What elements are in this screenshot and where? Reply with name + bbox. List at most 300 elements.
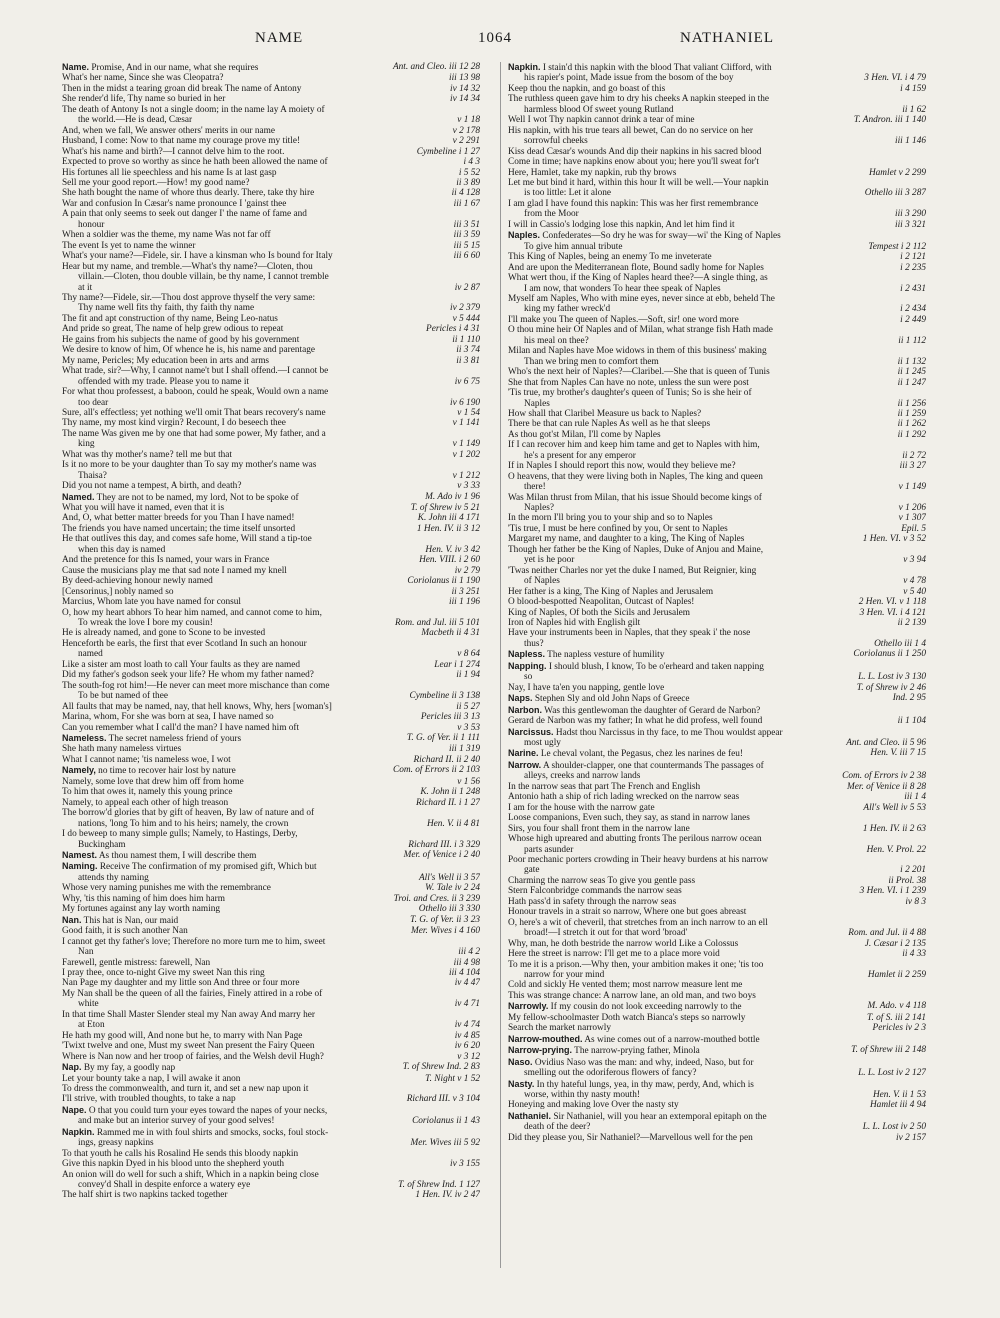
entry-line — [62, 230, 480, 240]
entry-line — [62, 366, 480, 376]
quotation-text: too dear — [78, 397, 109, 408]
quotation-text: Kiss dead Cæsar's wounds And dip their napkins in his sacred blood — [508, 146, 762, 157]
entry-line — [62, 587, 480, 597]
play-reference: v 3 12 — [457, 1051, 480, 1062]
entry-line — [508, 199, 926, 209]
play-reference: L. L. Lost iv 2 50 — [862, 1122, 926, 1133]
quotation-text: O, how my heart abhors To hear him named, and cannot come to him, — [62, 607, 322, 618]
quotation-text: Charming the narrow seas To give you gentle pass — [508, 875, 696, 886]
quotation-text: Who's the next heir of Naples?—Claribel.—She that is queen of Tunis — [508, 367, 770, 378]
quotation-text: Have your instruments been in Naples, that they speak i' the nose — [508, 628, 751, 639]
entry-line — [62, 618, 480, 628]
entry-line — [62, 1010, 480, 1020]
quotation-text: O, here's a wit of cheveril, that stretches from an inch narrow to an ell — [508, 917, 768, 928]
headword: Napping. — [508, 660, 547, 671]
play-reference: K. John iii 4 171 — [417, 513, 480, 524]
entry-line — [62, 503, 480, 513]
play-reference: v 5 444 — [452, 313, 480, 324]
entry-line — [508, 897, 926, 907]
quotation-text: Farewell, gentle mistress: farewell, Nan — [62, 957, 211, 968]
entry-line — [62, 303, 480, 313]
quotation-text: Buckingham — [78, 839, 126, 850]
quotation-text: Was Milan thrust from Milan, that his issue Should become kings of — [508, 492, 762, 503]
entry-line — [508, 115, 926, 125]
quotation-text: To him that owes it, namely this young prince — [62, 787, 233, 798]
entry-headword-line — [508, 1079, 926, 1090]
entry-line — [508, 1100, 926, 1110]
quotation-text: Where is Nan now and her troop of fairies, and the Welsh devil Hugh? — [62, 1051, 324, 1062]
quotation-text: He hath my good will, And none but he, to marry with Nan Page — [62, 1030, 303, 1041]
play-reference: Richard II. i 1 27 — [416, 797, 480, 808]
quotation-text: As thou namest them, I will describe them — [97, 850, 257, 861]
quotation-text: 'Twixt twelve and one, Must my sweet Nan present the Fairy Queen — [62, 1041, 315, 1052]
play-reference: iv 6 75 — [454, 376, 480, 387]
quotation-text: O heavens, that they were living both in Naples, The king and queen — [508, 471, 763, 482]
play-reference: i 4 159 — [900, 83, 926, 94]
quotation-text: As wine comes out of a narrow-mouthed bottle — [582, 1034, 760, 1045]
entry-line — [508, 824, 926, 834]
entry-line — [62, 429, 480, 439]
entry-line — [62, 873, 480, 883]
play-reference: iv 14 34 — [450, 94, 480, 105]
entry-line — [62, 471, 480, 481]
quotation-text: king my father wreck'd — [524, 304, 611, 315]
quotation-text: They are not to be named, my lord, Not to be spoke of — [94, 492, 299, 503]
entry-line — [508, 991, 926, 1001]
headword: Narcissus. — [508, 726, 554, 737]
quotation-text: A shoulder-clapper, one that countermands The passages of — [541, 760, 764, 771]
entry-line — [508, 84, 926, 94]
quotation-text: nations, 'long To him and to his heirs; namely, the crown — [78, 818, 289, 829]
entry-line — [62, 840, 480, 850]
entry-line — [62, 1138, 480, 1148]
entry-line — [62, 481, 480, 491]
quotation-text: O thou mine heir Of Naples and of Milan, what strange fish Hath made — [508, 325, 773, 336]
quotation-text: Here, Hamlet, take my napkin, rub thy brows — [508, 167, 677, 178]
play-reference: Othello iii 3 330 — [418, 904, 480, 915]
play-reference: ii 1 262 — [897, 419, 926, 430]
quotation-text: I will in Cassio's lodging lose this napkin, And let him find it — [508, 219, 735, 230]
header-last-word: NATHANIEL — [680, 30, 774, 46]
quotation-text: He is already named, and gone to Scone to be invested — [62, 628, 266, 639]
play-reference: Hen. V. iii 7 15 — [870, 748, 926, 759]
quotation-text: By deed-achieving honour newly named — [62, 576, 213, 587]
entry-line — [508, 157, 926, 167]
entry-line — [62, 408, 480, 418]
quotation-text: narrow for your mind — [524, 969, 605, 980]
play-reference: ii 4 128 — [451, 188, 480, 199]
quotation-text: Naples — [524, 398, 550, 409]
quotation-text: Hear but my name, and tremble.—What's thy name?—Cloten, thou — [62, 261, 313, 272]
quotation-text: Sir Nathaniel, will you hear an extemporal epitaph on the — [551, 1111, 767, 1122]
quotation-text: Sure, all's effectless; yet nothing we'll omit That bears recovery's name — [62, 407, 326, 418]
quotation-text: Well I wot Thy napkin cannot drink a tear of mine — [508, 115, 695, 126]
play-reference: v 1 307 — [898, 513, 926, 524]
quotation-text: Expected to prove so worthy as since he hath been allowed the name of — [62, 157, 328, 168]
entry-line — [62, 660, 480, 670]
play-reference: iii 4 2 — [458, 947, 480, 958]
quotation-text: I do beweep to many simple gulls; Namely, to Hastings, Derby, — [62, 829, 298, 840]
headword: Name. — [62, 62, 90, 72]
quotation-text: Husband, I come: Now to that name my courage prove my title! — [62, 136, 301, 147]
entry-line — [508, 273, 926, 283]
quotation-text: This King of Naples, being an enemy To me inveterate — [508, 252, 712, 263]
entry-line — [508, 503, 926, 513]
play-reference: ii 4 33 — [902, 949, 926, 960]
entry-line — [508, 513, 926, 523]
play-reference: ii 1 94 — [456, 670, 480, 681]
quotation-text: In the narrow seas that part The French and English — [508, 781, 701, 792]
quotation-text: Antonio hath a ship of rich lading wrecked on the narrow seas — [508, 792, 740, 803]
entry-line — [508, 587, 926, 597]
headword: Napless. — [508, 649, 546, 660]
entry-line — [62, 894, 480, 904]
play-reference: iii 3 27 — [899, 461, 926, 472]
quotation-text: The name Was given me by one that had some power, My father, and a — [62, 428, 326, 439]
play-reference: All's Well iv 5 53 — [863, 802, 926, 813]
entry-line — [62, 926, 480, 936]
play-reference: T. of S. iii 2 141 — [867, 1012, 926, 1023]
play-reference: Mer. of Venice ii 8 28 — [846, 781, 926, 792]
play-reference: iii 3 321 — [895, 219, 926, 230]
quotation-text: Cold and sickly He vented them; most narrow measure lent me — [508, 980, 743, 991]
entry-headword-line — [62, 1105, 480, 1116]
quotation-text: Rammed me in with foul shirts and smocks, socks, foul stock- — [94, 1127, 329, 1138]
headword: Naps. — [508, 693, 533, 704]
play-reference: i 2 431 — [900, 283, 926, 294]
quotation-text: offended with my trade. Please you to name it — [78, 376, 250, 387]
entry-line — [508, 970, 926, 980]
entry-line — [62, 450, 480, 460]
quotation-text: Loose companions, Even such, they say, as stand in narrow lanes — [508, 813, 750, 824]
headword: Naming. — [62, 861, 98, 872]
play-reference: iii 1 319 — [449, 744, 480, 755]
quotation-text: My fortunes against any lay worth naming — [62, 904, 221, 915]
quotation-text: In the morn I'll bring you to your ship and so to Naples — [508, 513, 713, 524]
entry-line — [62, 377, 480, 387]
quotation-text: worse, within thy nasty mouth! — [524, 1089, 640, 1100]
entry-line — [62, 1159, 480, 1169]
quotation-text: and make but an interior survey of your good selves! — [78, 1116, 275, 1127]
quotation-text: And pride so great, The name of help grew odious to repeat — [62, 324, 284, 335]
quotation-text: Hadst thou Narcissus in thy face, to me Thou wouldst appear — [553, 727, 783, 738]
entry-headword-line — [62, 492, 480, 503]
entry-line — [508, 566, 926, 576]
quotation-text: A pain that only seems to seek out danger I' the name of fame and — [62, 209, 307, 220]
play-reference: Com. of Errors iv 2 38 — [842, 771, 926, 782]
quotation-text: the world.—He is dead, Cæsar — [78, 115, 193, 126]
quotation-text: This hat is Nan, our maid — [81, 915, 179, 926]
quotation-text: She render'd life, Thy name so buried in her — [62, 94, 226, 105]
play-reference: v 1 202 — [452, 449, 480, 460]
quotation-text: O blood-bespotted Neapolitan, Outcast of Naples! — [508, 597, 695, 608]
quotation-text: Did my father's godson seek your life? He whom my father named? — [62, 670, 314, 681]
entry-headword-line — [508, 705, 926, 716]
entry-line — [62, 649, 480, 659]
quotation-text: Margaret my name, and daughter to a king, The King of Naples — [508, 534, 745, 545]
entry-line — [508, 865, 926, 875]
quotation-text: My name, Pericles; My education been in arts and arms — [62, 355, 270, 366]
quotation-text: To me it is a prison.—Why then, your ambition makes it one; 'tis too — [508, 959, 764, 970]
play-reference: iii 6 60 — [453, 251, 480, 262]
quotation-text: His napkin, with his true tears all bewet, Can do no service on her — [508, 125, 754, 136]
entry-line — [508, 388, 926, 398]
entry-headword-line — [62, 915, 480, 926]
entry-line — [508, 886, 926, 896]
quotation-text: there! — [524, 482, 546, 493]
entry-line — [508, 939, 926, 949]
entry-line — [62, 883, 480, 893]
play-reference: Pericles iv 2 3 — [872, 1023, 926, 1034]
quotation-text: Did they please you, Sir Nathaniel?—Marvellous well for the pen — [508, 1132, 753, 1143]
play-reference: iv 6 190 — [450, 397, 480, 408]
play-reference: iv 2 79 — [454, 565, 480, 576]
entry-line — [62, 73, 480, 83]
play-reference: 1 Hen. IV. iv 2 47 — [415, 1190, 480, 1201]
play-reference: Troi. and Cres. ii 3 239 — [393, 893, 480, 904]
entry-line — [62, 262, 480, 272]
play-reference: i 2 201 — [900, 865, 926, 876]
entry-line — [62, 1170, 480, 1180]
entry-headword-line — [508, 693, 926, 704]
quotation-text: Marcius, Whom late you have named for consul — [62, 597, 242, 608]
play-reference: v 1 141 — [452, 418, 480, 429]
quotation-text: Than we bring men to comfort them — [524, 356, 659, 367]
entry-line — [508, 126, 926, 136]
quotation-text: from the Moor — [524, 209, 579, 220]
quotation-text: In thy hateful lungs, yea, in thy maw, perdy, And, which is — [534, 1079, 754, 1090]
quotation-text: I stain'd this napkin with the blood That valiant Clifford, with — [540, 63, 772, 73]
play-reference: v 8 64 — [457, 649, 480, 660]
play-reference: ii 1 112 — [898, 335, 926, 346]
headword: Nape. — [62, 1104, 87, 1115]
quotation-text: The borrow'd glories that by gift of heaven, By law of nature and of — [62, 808, 315, 819]
entry-line — [508, 738, 926, 748]
entry-line — [508, 597, 926, 607]
quotation-text: Marina, whom, For she was born at sea, I have named so — [62, 712, 274, 723]
entry-line — [508, 545, 926, 555]
entry-line — [62, 1084, 480, 1094]
entry-line — [62, 576, 480, 586]
play-reference: Mer. Wives iii 5 92 — [410, 1138, 480, 1149]
entry-line — [62, 1074, 480, 1084]
quotation-text: The narrow-prying father, Minola — [572, 1046, 700, 1057]
play-reference: T. of Shrew Ind. 2 83 — [402, 1062, 480, 1073]
play-reference: Richard II. ii 2 40 — [413, 754, 480, 765]
play-reference: 3 Hen. VI. i 4 79 — [864, 73, 926, 84]
entry-line — [62, 545, 480, 555]
entry-line — [62, 937, 480, 947]
quotation-text: By my fay, a goodly nap — [81, 1063, 176, 1074]
entry-line — [62, 1052, 480, 1062]
play-reference: Richard III. v 3 104 — [406, 1094, 480, 1105]
play-reference: 1 Hen. IV. ii 3 12 — [416, 523, 480, 534]
play-reference: Hen. VIII. i 2 60 — [419, 555, 480, 566]
entry-headword-line — [62, 850, 480, 861]
entry-line — [62, 1094, 480, 1104]
quotation-text: What's your name?—Fidele, sir. I have a kinsman who Is bound for Italy — [62, 251, 333, 262]
play-reference: Othello iii 1 4 — [874, 638, 926, 649]
quotation-text: O that you could turn your eyes toward the napes of your necks, — [86, 1105, 328, 1116]
entry-line — [508, 683, 926, 693]
entry-line — [62, 1020, 480, 1030]
play-reference: v 1 18 — [457, 115, 480, 126]
headword: Nan. — [62, 914, 82, 925]
play-reference: ii 1 256 — [897, 398, 926, 409]
play-reference: v 1 212 — [452, 470, 480, 481]
quotation-text: parts asunder — [524, 844, 574, 855]
quotation-text: He that outlives this day, and comes safe home, Will stand a tip-toe — [62, 534, 312, 545]
quotation-text: his meal on thee? — [524, 335, 589, 346]
headword: Namely, — [62, 765, 96, 776]
quotation-text: And are upon the Mediterranean flote, Bound sadly home for Naples — [508, 262, 764, 273]
entry-headword-line — [62, 765, 480, 776]
quotation-text: To dress the commonwealth, and turn it, and set a new nap upon it — [62, 1083, 309, 1094]
play-reference: K. John ii 1 248 — [420, 787, 480, 798]
entry-line — [508, 803, 926, 813]
entry-line — [508, 907, 926, 917]
entry-line — [508, 472, 926, 482]
entry-line — [62, 608, 480, 618]
quotation-text: Thy name, my most kind virgin? Recount, I do beseech thee — [62, 418, 286, 429]
quotation-text: broad!—I stretch it out for that word 'broad' — [524, 928, 688, 939]
headword: Narrow-mouthed. — [508, 1033, 583, 1044]
quotation-text: Thy name?—Fidele, sir.—Thou dost approve thyself the very same: — [62, 292, 316, 303]
play-reference: ii 1 292 — [897, 429, 926, 440]
quotation-text: attends thy naming — [78, 872, 149, 883]
entry-line — [62, 387, 480, 397]
quotation-text: Ovidius Naso was the man: and why, indeed, Naso, but for — [532, 1057, 754, 1068]
play-reference: iv 2 87 — [454, 282, 480, 293]
quotation-text: When a soldier was the theme, my name Was not far off — [62, 230, 271, 241]
entry-line — [508, 716, 926, 726]
play-reference: 1 Hen. IV. ii 2 63 — [862, 823, 926, 834]
quotation-text: Why, man, he doth bestride the narrow world Like a Colossus — [508, 938, 739, 949]
entry-line — [508, 980, 926, 990]
quotation-text: The half shirt is two napkins tacked together — [62, 1190, 228, 1201]
entry-line — [508, 378, 926, 388]
quotation-text: And the pretence for this Is named, your wars in France — [62, 555, 270, 566]
entry-line — [508, 136, 926, 146]
play-reference: iv 3 155 — [450, 1159, 480, 1170]
entry-headword-line — [508, 230, 926, 241]
entry-line — [508, 555, 926, 565]
quotation-text: smelling out the odoriferous flowers of fancy? — [524, 1068, 697, 1079]
entry-line — [62, 534, 480, 544]
play-reference: 2 Hen. VI. v 1 118 — [858, 597, 926, 608]
headword: Nasty. — [508, 1078, 535, 1089]
quotation-text: [Censorinus,] nobly named so — [62, 586, 174, 597]
quotation-text: no time to recover hair lost by nature — [95, 766, 236, 777]
play-reference: ii 1 62 — [902, 104, 926, 115]
quotation-text: An onion will do well for such a shift, Which in a napkin being close — [62, 1169, 319, 1180]
entry-line — [508, 834, 926, 844]
quotation-text: What's his name and birth?—I cannot delve him to the root. — [62, 146, 285, 157]
quotation-text: His fortunes all lie speechless and his name Is at last gasp — [62, 167, 277, 178]
quotation-text: The napless vesture of humility — [545, 650, 665, 661]
play-reference: iii 3 290 — [895, 209, 926, 220]
quotation-text: death of the deer? — [524, 1122, 591, 1133]
play-reference: ii 5 27 — [456, 701, 480, 712]
quotation-text: 'Tis true, I must be here confined by you, Or sent to Naples — [508, 523, 728, 534]
play-reference: L. L. Lost iv 2 127 — [858, 1068, 926, 1079]
entry-line — [508, 813, 926, 823]
quotation-text: Poor mechanic porters crowding in Their heavy burdens at his narrow — [508, 854, 769, 865]
entry-line — [508, 178, 926, 188]
quotation-text: Henceforth be earls, the first that ever Scotland In such an honour — [62, 638, 307, 649]
entry-line — [62, 798, 480, 808]
header-first-word: NAME — [255, 30, 304, 46]
play-reference: iv 4 74 — [454, 1020, 480, 1031]
quotation-text: The secret nameless friend of yours — [106, 734, 242, 744]
headword: Narbon. — [508, 704, 543, 715]
entry-headword-line — [62, 62, 480, 73]
entry-line — [508, 440, 926, 450]
quotation-text: at it — [78, 282, 93, 293]
play-reference: v 1 149 — [898, 482, 926, 493]
play-reference: W. Tale iv 2 24 — [425, 883, 480, 894]
quotation-text: And, when we fall, We answer others' merits in our name — [62, 125, 275, 136]
entry-line — [508, 918, 926, 928]
play-reference: Hamlet ii 2 259 — [867, 969, 926, 980]
entry-line — [508, 1133, 926, 1143]
quotation-text: Promise, And in our name, what she requires — [89, 63, 259, 73]
headword: Named. — [62, 491, 95, 502]
entry-line — [62, 94, 480, 104]
entry-line — [62, 209, 480, 219]
quotation-text: What you will have it named, even that it is — [62, 503, 225, 514]
entry-line — [62, 566, 480, 576]
quotation-text: Sirs, you four shall front them in the narrow lane — [508, 823, 690, 834]
play-reference: M. Ado. v 4 118 — [867, 1001, 926, 1012]
play-reference: iii 1 196 — [449, 597, 480, 608]
entry-headword-line — [62, 733, 480, 744]
entry-headword-line — [508, 1057, 926, 1068]
quotation-text: Milan and Naples have Moe widows in them of this business' making — [508, 346, 767, 357]
entry-line — [508, 928, 926, 938]
entry-line — [62, 283, 480, 293]
entry-line — [62, 460, 480, 470]
quotation-text: Namely, to appeal each other of high treason — [62, 797, 229, 808]
entry-line — [62, 968, 480, 978]
play-reference: Com. of Errors ii 2 103 — [393, 765, 480, 776]
headword: Narrowly. — [508, 1001, 549, 1012]
entry-line — [62, 1180, 480, 1190]
play-reference: T. Night v 1 52 — [425, 1073, 480, 1084]
play-reference: Ant. and Cleo. ii 5 96 — [846, 738, 926, 748]
entry-line — [508, 451, 926, 461]
entry-line — [508, 252, 926, 262]
quotation-text: Then in the midst a tearing groan did break The name of Antony — [62, 83, 302, 94]
play-reference: v 3 33 — [457, 481, 480, 492]
quotation-text: gate — [524, 865, 540, 876]
entry-line — [62, 904, 480, 914]
entry-line — [508, 845, 926, 855]
play-reference: T. Andron. iii 1 140 — [853, 115, 926, 126]
quotation-text: The ruthless queen gave him to dry his cheeks A napkin steeped in the — [508, 94, 770, 105]
entry-line — [62, 524, 480, 534]
quotation-text: The friends you have named uncertain; the time itself unsorted — [62, 523, 296, 534]
quotation-text: In that time Shall Master Slender steal my Nan away And marry her — [62, 1009, 316, 1020]
entry-line — [508, 284, 926, 294]
quotation-text: The south-fog rot him!—He never can meet more mischance than come — [62, 680, 330, 691]
play-reference: i 2 449 — [900, 314, 926, 325]
play-reference: iii 3 59 — [453, 230, 480, 241]
entry-line — [508, 855, 926, 865]
entry-line — [508, 639, 926, 649]
play-reference: ii Prol. 38 — [888, 875, 926, 886]
quotation-text: King of Naples, Of both the Sicils and Jerusalem — [508, 607, 691, 618]
